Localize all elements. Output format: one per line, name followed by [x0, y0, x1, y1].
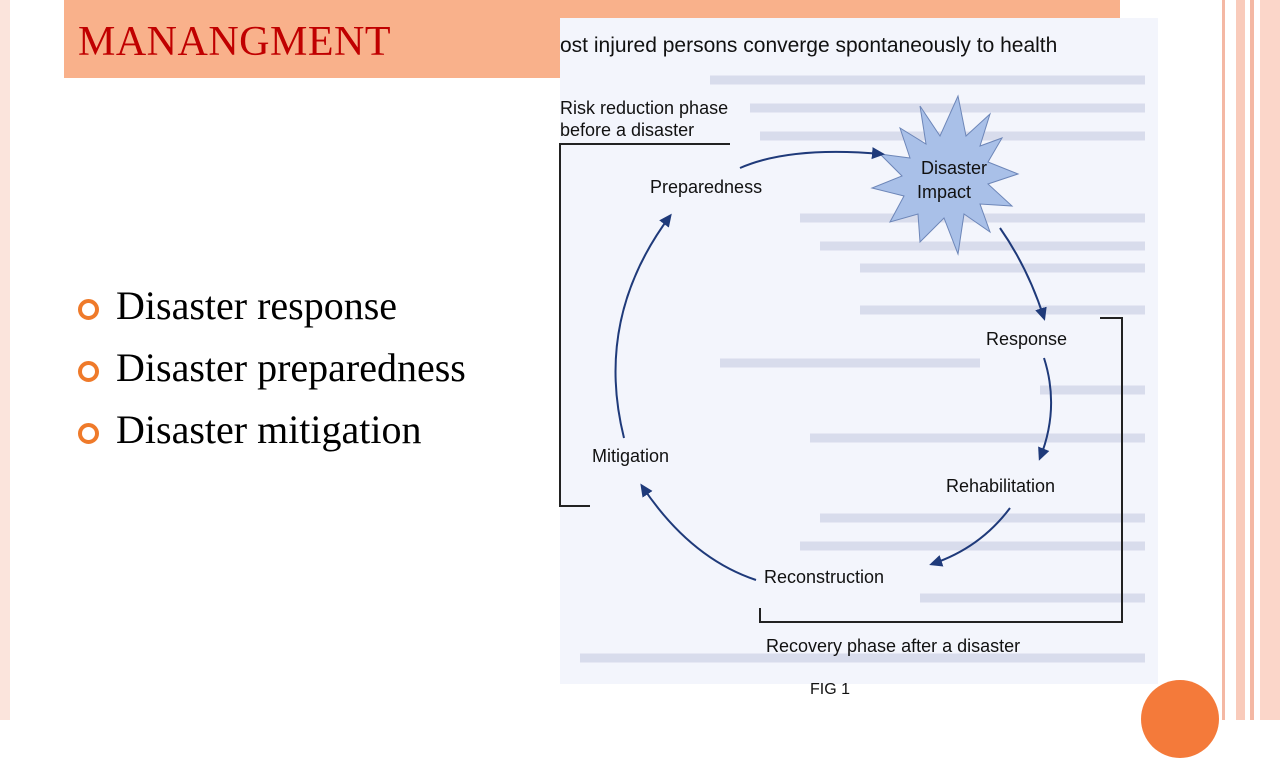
bullet-circle-icon	[78, 361, 99, 382]
slide-title: MANANGMENT	[78, 19, 391, 65]
stage-mitigation: Mitigation	[592, 446, 670, 466]
arrow-reconstruction-to-mitigation	[642, 486, 756, 580]
slide-frame-left	[0, 0, 10, 720]
disaster-label-line1: Disaster	[921, 158, 988, 178]
bullet-text: Disaster response	[116, 283, 398, 328]
figure-caption-fragment: FIG 1	[810, 681, 851, 698]
bullet-circle-icon	[78, 423, 99, 444]
disaster-cycle-figure	[560, 18, 1158, 698]
disaster-label-line2: Impact	[917, 182, 972, 202]
corner-decorative-circle	[1141, 680, 1219, 758]
arrow-response-to-rehabilitation	[1040, 358, 1051, 458]
bullet-circle-icon	[78, 299, 99, 320]
risk-label-line2: before a disaster	[560, 120, 695, 140]
risk-label-line1: Risk reduction phase	[560, 98, 729, 118]
slide-frame-right	[1222, 0, 1280, 720]
recovery-label: Recovery phase after a disaster	[766, 636, 1021, 656]
disaster-cycle-diagram	[560, 18, 1158, 698]
stage-preparedness: Preparedness	[650, 177, 763, 197]
bullet-text: Disaster preparedness	[116, 345, 466, 390]
stage-reconstruction: Reconstruction	[764, 567, 885, 587]
bullet-text: Disaster mitigation	[116, 407, 422, 452]
stage-rehabilitation: Rehabilitation	[946, 476, 1056, 496]
arrow-mitigation-to-preparedness	[616, 216, 670, 438]
figure-top-text: ost injured persons converge spontaneously to health	[560, 34, 1058, 57]
stage-response: Response	[986, 329, 1068, 349]
arrow-preparedness-to-impact	[740, 152, 882, 168]
